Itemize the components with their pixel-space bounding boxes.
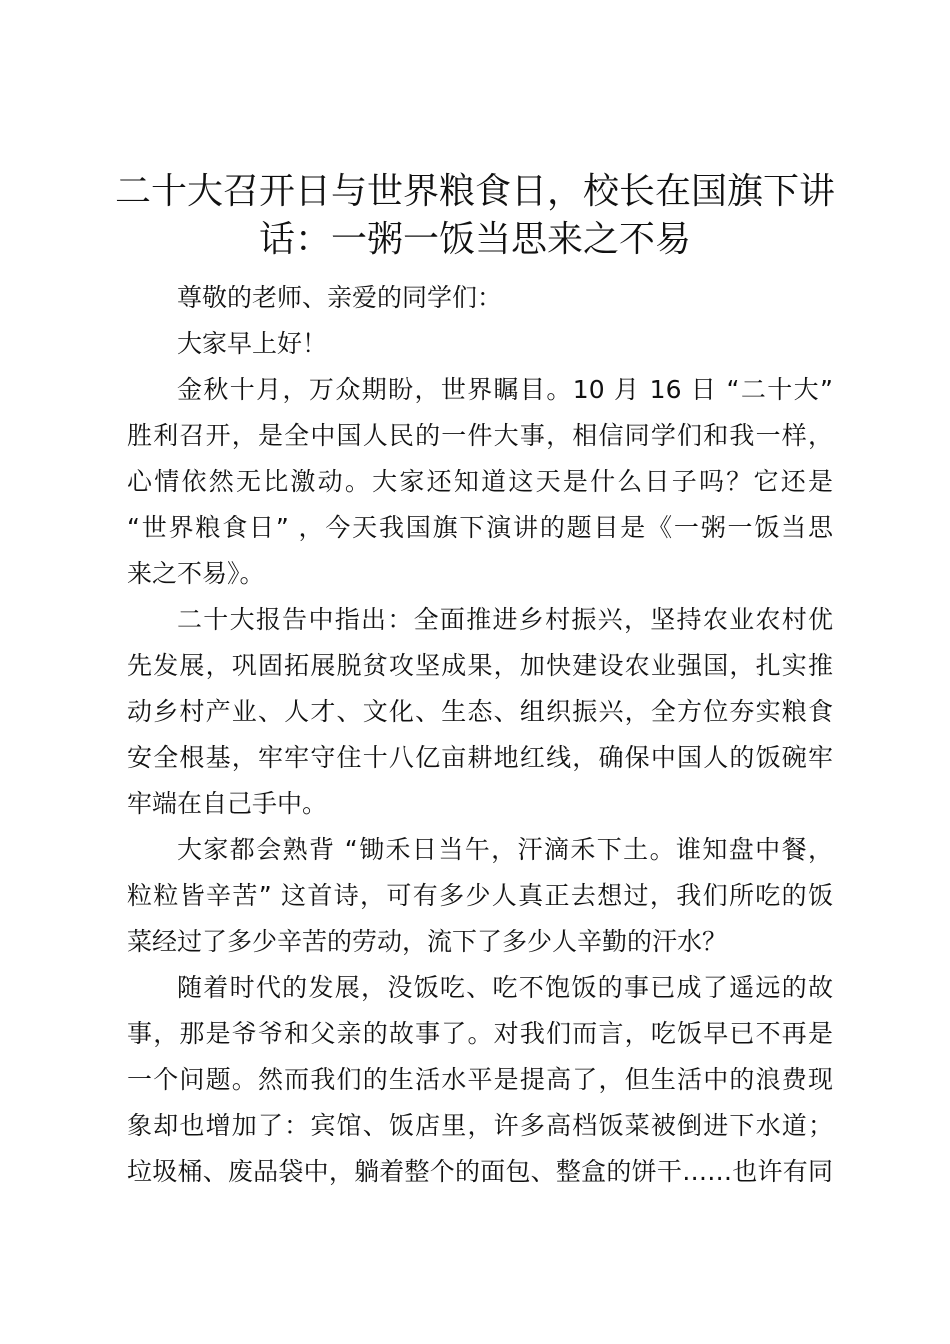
text-line: 金秋十月，万众期盼，世界瞩目。10 月 16 日 “二十大”: [177, 375, 833, 404]
text-line: 垃圾桶、废品袋中，躺着整个的面包、整盒的饼干……也许有同: [127, 1157, 833, 1186]
document-body: [127, 275, 833, 1195]
text-line: 来之不易》。: [127, 559, 265, 588]
text-line: 胜利召开，是全中国人民的一件大事，相信同学们和我一样，: [127, 421, 833, 450]
text-line: 一个问题。然而我们的生活水平是提高了，但生活中的浪费现: [127, 1065, 833, 1094]
paragraph: [127, 965, 833, 1195]
text-line: 随着时代的发展，没饭吃、吃不饱饭的事已成了遥远的故: [177, 973, 833, 1002]
text-line: 牢端在自己手中。: [127, 789, 328, 818]
text-line: 大家早上好！: [177, 329, 328, 358]
paragraph: [127, 275, 833, 321]
text-line: 尊敬的老师、亲爱的同学们：: [177, 283, 503, 312]
text-line: 粒粒皆辛苦” 这首诗，可有多少人真正去想过，我们所吃的饭: [127, 881, 833, 910]
paragraph: [127, 321, 833, 367]
text-line: 安全根基，牢牢守住十八亿亩耕地红线，确保中国人的饭碗牢: [127, 743, 833, 772]
text-line: 动乡村产业、人才、文化、生态、组织振兴，全方位夯实粮食: [127, 697, 833, 726]
text-line: 事，那是爷爷和父亲的故事了。对我们而言，吃饭早已不再是: [127, 1019, 833, 1048]
paragraph: [127, 827, 833, 965]
text-line: 二十大报告中指出：全面推进乡村振兴，坚持农业农村优: [177, 605, 833, 634]
text-line: 大家都会熟背 “锄禾日当午，汗滴禾下土。谁知盘中餐，: [177, 835, 833, 864]
title-line: 话：一粥一饭当思来之不易: [258, 219, 691, 260]
text-line: 心情依然无比激动。大家还知道这天是什么日子吗？它还是: [127, 467, 833, 496]
text-line: “世界粮食日” ，今天我国旗下演讲的题目是《一粥一饭当思: [127, 513, 833, 542]
paragraph: [127, 367, 833, 597]
paragraph: [127, 597, 833, 827]
text-line: 先发展，巩固拓展脱贫攻坚成果，加快建设农业强国，扎实推: [127, 651, 833, 680]
title-line: 二十大召开日与世界粮食日，校长在国旗下讲: [114, 171, 835, 212]
text-line: 菜经过了多少辛苦的劳动，流下了多少人辛勤的汗水？: [127, 927, 728, 956]
document-title: [110, 168, 840, 264]
text-line: 象却也增加了：宾馆、饭店里，许多高档饭菜被倒进下水道；: [127, 1111, 833, 1140]
